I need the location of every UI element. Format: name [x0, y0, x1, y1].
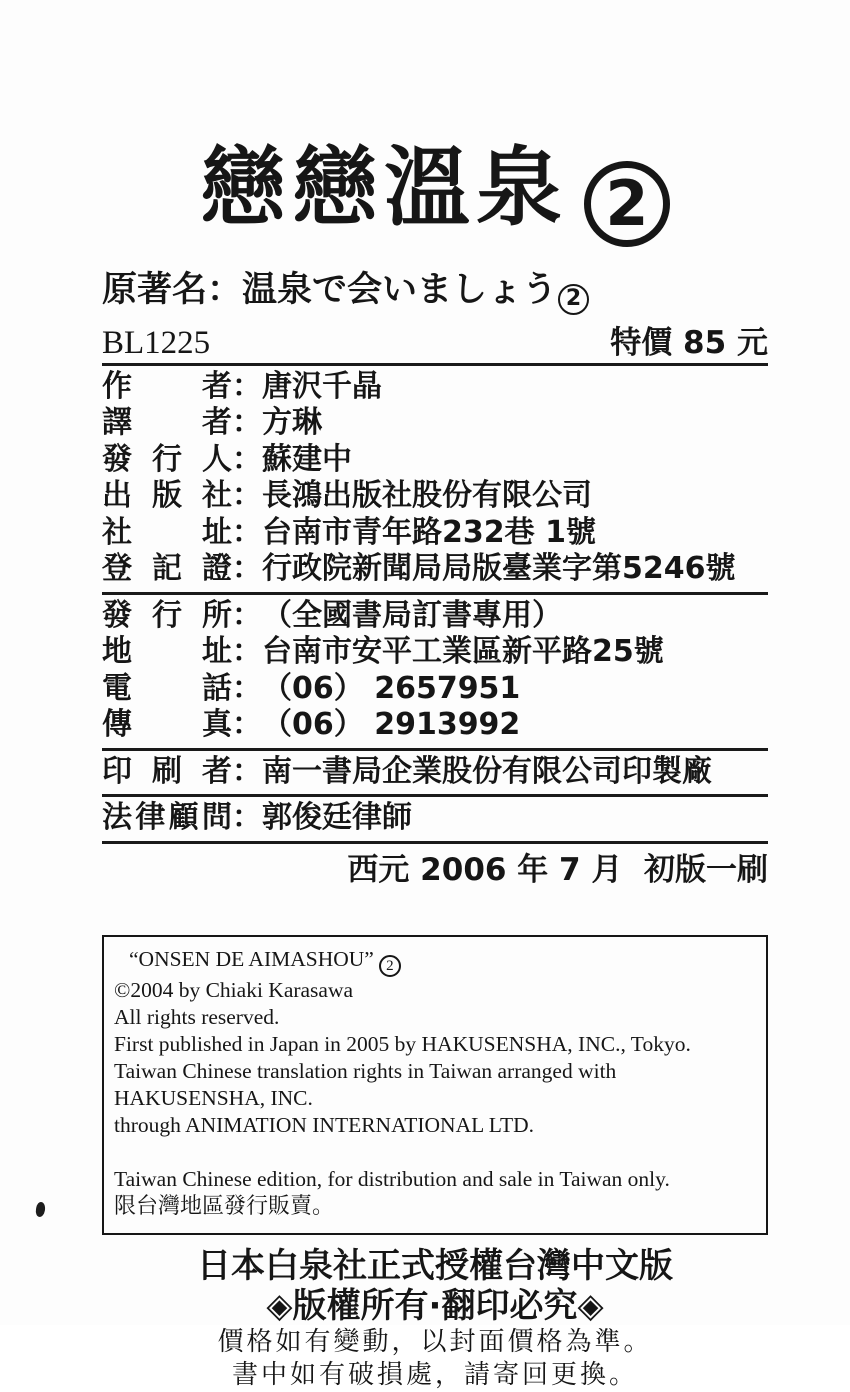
row-translator	[102, 405, 768, 442]
divider-rule	[102, 841, 768, 844]
license-rights-line: All rights reserved.	[114, 1005, 280, 1029]
license-through-line: through ANIMATION INTERNATIONAL LTD.	[114, 1113, 535, 1137]
row-label: 出版社	[102, 478, 232, 513]
scan-artifact	[35, 1201, 46, 1217]
license-translation-rights-line: Taiwan Chinese translation rights in Taiwan arranged with HAKUSENSHA, INC.	[114, 1059, 617, 1110]
row-value: 唐沢千晶	[262, 368, 382, 404]
license-taiwan-edition-line: Taiwan Chinese edition, for distribution and sale in Taiwan only.	[114, 1167, 670, 1191]
row-value: 台南市安平工業區新平路25號	[262, 634, 664, 669]
authorized-edition-line: 日本白泉社正式授權台灣中文版	[197, 1246, 673, 1286]
footer	[102, 1246, 768, 1392]
row-label: 電話	[102, 670, 232, 706]
row-colon: ：	[232, 551, 262, 586]
row-label: 發行所	[102, 597, 232, 633]
book-code: BL1225	[102, 324, 211, 361]
row-fax	[102, 707, 768, 744]
row-label: 法律顧問	[102, 800, 232, 835]
colophon-group-distribution	[102, 595, 768, 748]
original-title-line	[102, 269, 768, 315]
row-colon: ：	[232, 441, 262, 477]
row-issuer	[102, 442, 768, 479]
license-title-text: “ONSEN DE AIMASHOU”	[129, 946, 374, 971]
license-box	[102, 935, 768, 1236]
volume-circled-number: 2	[584, 161, 670, 247]
price-change-notice: 價格如有變動，以封面價格為準。	[217, 1327, 653, 1357]
row-value: （06） 2913992	[262, 707, 521, 742]
row-colon: ：	[232, 670, 262, 706]
row-label: 社址	[102, 514, 232, 550]
row-value: 郭俊廷律師	[262, 800, 412, 835]
row-address	[102, 634, 768, 671]
row-value: 長鴻出版社股份有限公司	[262, 478, 592, 513]
page-content	[102, 0, 768, 1392]
original-title-text: 原著名：温泉で会いましょう	[102, 270, 558, 310]
row-value: 台南市青年路232巷 1號	[262, 514, 596, 550]
row-legal-advisor	[102, 800, 768, 837]
row-label: 傳真	[102, 707, 232, 742]
colophon-group-printer	[102, 751, 768, 795]
all-rights-reserved-line: ◈版權所有·翻印必究◈	[266, 1286, 604, 1326]
row-label: 登記證	[102, 551, 232, 586]
row-author	[102, 369, 768, 406]
license-volume-circled: 2	[379, 955, 401, 977]
row-label: 印刷者	[102, 753, 232, 789]
row-value: 蘇建中	[262, 441, 352, 477]
license-first-published-line: First published in Japan in 2005 by HAKUSENSHA, INC., Tokyo.	[114, 1032, 691, 1056]
edition-date: 西元 2006 年 7 月 初版一刷	[347, 851, 768, 888]
row-registration	[102, 551, 768, 588]
row-colon: ：	[232, 597, 262, 633]
row-value: 行政院新聞局局版臺業字第5246號	[262, 551, 736, 586]
row-value: （全國書局訂書專用）	[262, 597, 562, 633]
license-copyright-line: ©2004 by Chiaki Karasawa	[114, 978, 354, 1002]
colophon-group-publisher	[102, 366, 768, 592]
row-phone	[102, 671, 768, 708]
price-label: 特價 85 元	[610, 324, 768, 361]
license-taiwan-only-cn-line: 限台灣地區發行販賣。	[114, 1194, 335, 1219]
row-label: 譯者	[102, 405, 232, 440]
row-publisher-address	[102, 515, 768, 552]
row-label: 作者	[102, 368, 232, 404]
row-colon: ：	[232, 707, 262, 742]
row-distributor	[102, 598, 768, 635]
damaged-copy-notice: 書中如有破損處，請寄回更換。	[231, 1360, 638, 1390]
row-printer	[102, 754, 768, 791]
row-colon: ：	[232, 368, 262, 404]
original-title-volume-circled: 2	[558, 284, 589, 315]
page-title	[102, 136, 768, 247]
row-label: 發行人	[102, 441, 232, 477]
row-value: （06） 2657951	[262, 670, 521, 706]
code-price-row	[102, 325, 768, 363]
row-colon: ：	[232, 753, 262, 789]
row-colon: ：	[232, 514, 262, 550]
row-colon: ：	[232, 405, 262, 440]
row-label: 地址	[102, 634, 232, 669]
row-colon: ：	[232, 634, 262, 669]
row-publisher	[102, 478, 768, 515]
colophon-group-legal	[102, 797, 768, 841]
row-colon: ：	[232, 800, 262, 835]
row-value: 方琳	[262, 405, 322, 440]
row-value: 南一書局企業股份有限公司印製廠	[262, 753, 712, 789]
book-title-text: 戀戀溫泉	[200, 138, 568, 238]
row-colon: ：	[232, 478, 262, 513]
license-title-line	[114, 946, 754, 978]
